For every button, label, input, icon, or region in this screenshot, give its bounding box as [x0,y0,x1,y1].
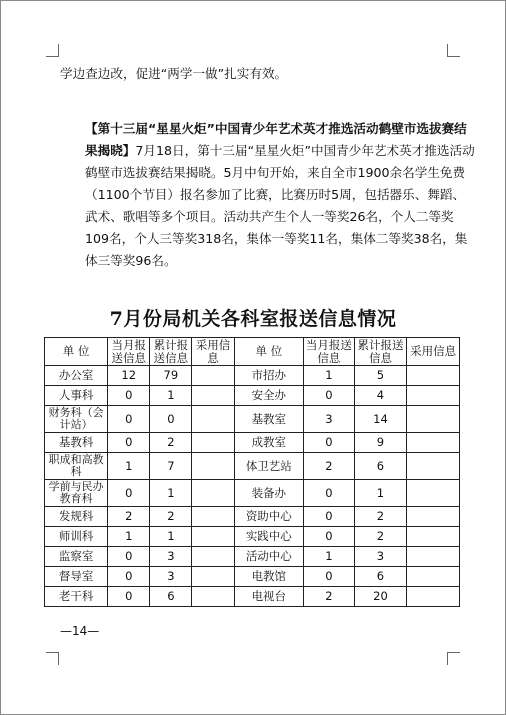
cell-total: 6 [354,567,407,587]
cell-unit: 成教室 [234,433,304,453]
cell-month: 2 [304,453,355,480]
cell-unit: 安全办 [234,386,304,406]
cell-month: 0 [304,527,355,547]
cell-adopted [192,433,234,453]
cell-total: 14 [354,406,407,433]
cell-month: 3 [304,406,355,433]
cell-month: 0 [108,547,150,567]
cell-total: 4 [354,386,407,406]
cell-month: 0 [304,507,355,527]
cell-adopted [192,406,234,433]
page-number: —14— [60,624,100,638]
cell-total: 1 [150,480,192,507]
cell-total: 2 [150,433,192,453]
cell-adopted [407,453,460,480]
cell-total: 2 [150,507,192,527]
cell-adopted [407,587,460,607]
report-table [44,337,460,607]
cell-unit: 学前与民办教育科 [45,480,108,507]
cell-adopted [407,386,460,406]
cell-total: 6 [354,453,407,480]
crop-mark-top-left [46,44,59,57]
cell-unit: 市招办 [234,366,304,386]
cell-month: 0 [108,386,150,406]
table-row [45,480,460,507]
cell-total: 1 [150,527,192,547]
cell-month: 0 [108,567,150,587]
cell-unit: 督导室 [45,567,108,587]
cell-total: 3 [150,547,192,567]
cell-unit: 师训科 [45,527,108,547]
cell-month: 0 [108,480,150,507]
cell-month: 12 [108,366,150,386]
cell-total: 2 [354,527,407,547]
table-row [45,406,460,433]
cell-adopted [407,480,460,507]
cell-month: 1 [304,547,355,567]
cell-adopted [407,433,460,453]
header-month: 当月报送信息 [304,338,355,366]
cell-adopted [407,406,460,433]
cell-unit: 基教科 [45,433,108,453]
table-row [45,547,460,567]
cell-total: 7 [150,453,192,480]
header-adopted: 采用信息 [192,338,234,366]
header-month: 当月报送信息 [108,338,150,366]
cell-adopted [407,567,460,587]
cell-total: 3 [354,547,407,567]
cell-unit: 装备办 [234,480,304,507]
cell-unit: 职成和高教科 [45,453,108,480]
news-paragraph [60,118,477,272]
cell-unit: 电教馆 [234,567,304,587]
cell-month: 0 [304,386,355,406]
cell-month: 2 [108,507,150,527]
news-body: 7月18日，第十三届“星星火炬”中国青少年艺术英才推选活动鹤壁市选拔赛结果揭晓。5月中旬开始，来自全市1900余名学生免费（1100个节目）报名参加了比赛，比赛历时5周，包括器乐、舞蹈、武术、歌唱等多个项目。活动共产生个人一等奖26名，个人二等奖109名，个人三等奖318名，集体一等奖11名，集体二等奖38名，集体三等奖96名。 [85,143,475,268]
table-header-row [45,338,460,366]
cell-unit: 办公室 [45,366,108,386]
table-row [45,587,460,607]
cell-adopted [407,366,460,386]
cell-total: 20 [354,587,407,607]
cell-month: 1 [304,366,355,386]
cell-adopted [192,480,234,507]
table-title: 7月份局机关各科室报送信息情况 [109,308,397,330]
table-row [45,386,460,406]
cell-adopted [192,507,234,527]
cell-total: 79 [150,366,192,386]
cell-month: 2 [304,587,355,607]
cell-adopted [192,547,234,567]
cell-unit: 电视台 [234,587,304,607]
news-headline: 【第十三届“星星火炬”中国青少年艺术英才推选活动鹤壁市选拔赛结果揭晓】 [85,121,467,158]
cell-total: 2 [354,507,407,527]
cell-month: 1 [108,527,150,547]
cell-total: 5 [354,366,407,386]
cell-adopted [192,567,234,587]
header-unit: 单 位 [234,338,304,366]
cell-total: 1 [150,386,192,406]
cell-unit: 监察室 [45,547,108,567]
cell-total: 1 [354,480,407,507]
cell-unit: 财务科（会计站） [45,406,108,433]
cell-unit: 实践中心 [234,527,304,547]
cell-total: 9 [354,433,407,453]
table-row [45,527,460,547]
table-row [45,366,460,386]
header-total: 累计报送信息 [354,338,407,366]
cell-unit: 基教室 [234,406,304,433]
cell-adopted [407,507,460,527]
cell-unit: 老干科 [45,587,108,607]
cell-unit: 发规科 [45,507,108,527]
cell-unit: 体卫艺站 [234,453,304,480]
cell-adopted [407,547,460,567]
cell-adopted [192,527,234,547]
table-row [45,567,460,587]
cell-month: 0 [304,567,355,587]
crop-mark-bottom-left [46,652,59,665]
cell-adopted [192,453,234,480]
crop-mark-top-right [447,44,460,57]
cell-adopted [407,527,460,547]
cell-adopted [192,366,234,386]
cell-month: 0 [304,480,355,507]
cell-total: 3 [150,567,192,587]
cell-total: 0 [150,406,192,433]
header-adopted: 采用信息 [407,338,460,366]
cell-month: 1 [108,453,150,480]
cell-unit: 活动中心 [234,547,304,567]
table-row [45,433,460,453]
header-total: 累计报送信息 [150,338,192,366]
cell-month: 0 [108,406,150,433]
cell-month: 0 [304,433,355,453]
header-unit: 单 位 [45,338,108,366]
cell-month: 0 [108,587,150,607]
cell-unit: 人事科 [45,386,108,406]
table-row [45,453,460,480]
crop-mark-bottom-right [447,652,460,665]
cell-unit: 资助中心 [234,507,304,527]
table-row [45,507,460,527]
cell-month: 0 [108,433,150,453]
cell-adopted [192,587,234,607]
intro-paragraph: 学边查边改，促进“两学一做”扎实有效。 [60,66,288,81]
cell-total: 6 [150,587,192,607]
cell-adopted [192,386,234,406]
